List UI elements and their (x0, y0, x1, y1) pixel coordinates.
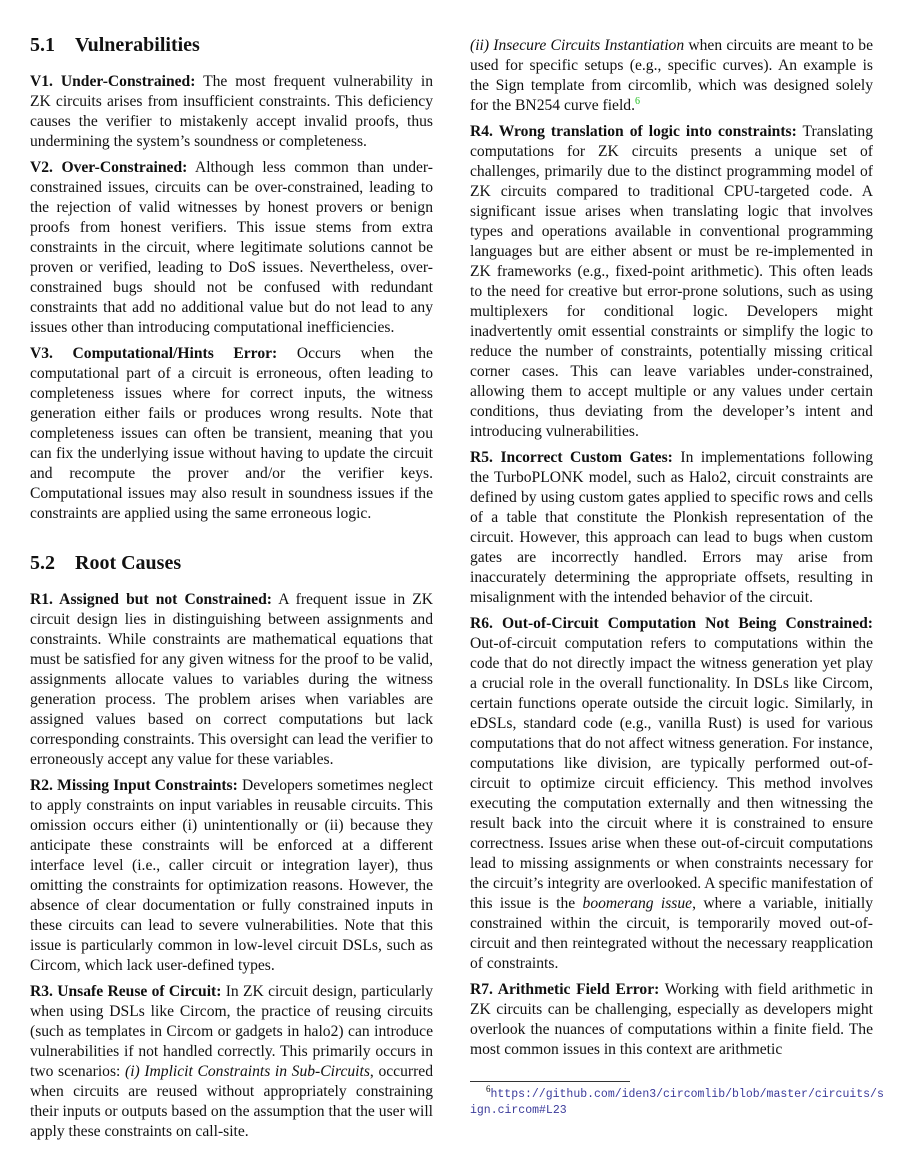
paragraph-r3-part1: R3. Unsafe Reuse of Circuit: In ZK circuit design, particularly when using DSLs like Circom, the practice of reusing circuits (such as templates in Circom or gadgets in halo2) can introduce vulnerabilities if not handled correctly. This primarily occurs in two scenarios: (i) Implicit Constraints in Sub-Circuits, occurred when circuits are reused without appropriately constraining their inputs or outputs based on the assumption that the user will apply these constraints on call-site. (30, 983, 433, 1140)
footnote-mark: 6 (486, 1084, 491, 1094)
term-label: V3. Computational/Hints Error: (30, 345, 278, 362)
term-label: R3. Unsafe Reuse of Circuit: (30, 983, 222, 1000)
paragraph-r4: R4. Wrong translation of logic into constraints: Translating computations for ZK circuits presents a unique set of challenges, primarily due to the distinct programming model of ZK circuits compared to traditional CPU-targeted code. A significant issue arises when translating logic that involves types and operations available in conventional programming languages but are either absent or must be re-implemented in ZK frameworks (e.g., fixed-point arithmetic). This often leads to the need for creative but error-prone solutions, such as using multiplexers for conditional logic. Developers might inadvertently omit essential constraints or simplify the logic to reduce the number of constraints, potentially missing critical corner cases. This can leave variables under-constrained, allowing them to accept multiple or any values under certain conditions, thus deviating from the developer’s intent and introducing vulnerabilities. (470, 123, 873, 440)
term-label: R7. Arithmetic Field Error: (470, 981, 660, 998)
paragraph-v3: V3. Computational/Hints Error: Occurs when the computational part of a circuit is erroneous, often leading to completeness issues where for correct inputs, the witness generation either fails or produces wrong results. Note that completeness issues can often be transient, meaning that you can fix the underlying issue without having to update the circuit and recompute the prover and/or the verifier keys. Computational issues may also result in soundness issues if the constraints are applied using the same erroneous logic. (30, 345, 433, 522)
right-column (470, 36, 873, 1066)
paragraph-r3-part2: (ii) Insecure Circuits Instantiation when circuits are meant to be used for specific setups (e.g., specific curves). An example is the Sign template from circomlib, which was designed solely for the BN254 curve field.$^6$ (470, 37, 873, 114)
footnote-url-link[interactable]: https://github.com/iden3/circomlib/blob/master/circuits/sign.circom#L23 (470, 1088, 884, 1117)
section-heading-root-causes: 5.2 Root Causes (30, 552, 182, 574)
paragraph-v1: V1. Under-Constrained: The most frequent vulnerability in ZK circuits arises from insufficient constraints. This deficiency causes the verifier to mistakenly accept invalid proofs, thus undermining the system’s soundness or completeness. (30, 73, 433, 150)
section-heading-vulnerabilities: 5.1 Vulnerabilities (30, 34, 200, 56)
term-label: R5. Incorrect Custom Gates: (470, 449, 673, 466)
footnote-divider (470, 1081, 630, 1082)
footnote-link[interactable]: 6 (634, 96, 640, 107)
footnote (470, 1084, 890, 1119)
term-label: R1. Assigned but not Constrained: (30, 591, 272, 608)
term-label: R2. Missing Input Constraints: (30, 777, 238, 794)
paragraph-v2: V2. Over-Constrained: Although less common than under-constrained issues, circuits can be over-constrained, leading to the rejection of valid witnesses by honest provers or benign proofs from honest verifiers. This issue stems from extra constraints in the circuit, where legitimate solutions cannot be proven or verified, leading to DoS issues. Nevertheless, over-constrained bugs should not be confused with redundant constraints that add no additional value but do not lead to any issues other than introducing computational inefficiencies. (30, 159, 433, 336)
term-label: V1. Under-Constrained: (30, 73, 196, 90)
paragraph-r7: R7. Arithmetic Field Error: Working with field arithmetic in ZK circuits can be challenging, especially as developers might overlook the nuances of computations within a finite field. The most common issues in this context are arithmetic (470, 981, 874, 1058)
term-label: R4. Wrong translation of logic into constraints: (470, 123, 797, 140)
paragraph-r1: R1. Assigned but not Constrained: A frequent issue in ZK circuit design lies in distinguishing between assignments and constraints. While constraints are mathematical equations that must be satisfied for any given witness for the proof to be valid, assignments allocate values to variables during the witness generation process. The problem arises when variables are assigned values based on correct computations but lack corresponding constraints. This oversight can lead the verifier to erroneously accept any value for these variables. (30, 591, 433, 768)
paragraph-r6: R6. Out-of-Circuit Computation Not Being Constrained: Out-of-circuit computation refers to computations within the code that do not directly impact the witness generation yet play a crucial role in the overall functionality. In DSLs like Circom, certain functions operate outside the circuit logic. Similarly, in eDSLs, standard code (e.g., vanilla Rust) is used for various computations that do not affect witness generation. For instance, computations like division, are typically performed out-of-circuit to optimize circuit efficiency. This method involves executing the computation externally and then witnessing the result back into the circuit where it is constrained to ensure correctness. Issues arise when these out-of-circuit computations lead to missing assignments or when constraints necessary for the circuit’s integrity are overlooked. A specific manifestation of this issue is the boomerang issue, where a variable, initially constrained within the circuit, is temporarily moved out-of-circuit and then reintegrated without the necessary reapplication of constraints. (470, 615, 873, 972)
left-column (30, 28, 433, 1148)
paragraph-r2: R2. Missing Input Constraints: Developers sometimes neglect to apply constraints on input variables in reusable circuits. This omission occurs either (i) unintentionally or (ii) because they anticipate these constraints will be enforced at a different interface level (i.e., caller circuit or integration layer), thus omitting the constraints for optimization reasons. However, the absence of clear documentation or fully constrained inputs in these circuits can lead to severe vulnerabilities. Note that this issue is particularly common in low-level circuit DSLs, such as Circom, which lack user-defined types. (30, 777, 434, 974)
paragraph-r5: R5. Incorrect Custom Gates: In implementations following the TurboPLONK model, such as Halo2, circuit constraints are defined by using custom gates applied to specific rows and cells of a table that constitute the Plonkish representation of the circuit. However, this approach can lead to bugs when custom gates are incorrectly handled. Errors may arise from inaccurately determining the appropriate offsets, resulting in misalignment with the intended behavior of the circuit. (470, 449, 873, 606)
term-label: V2. Over-Constrained: (30, 159, 188, 176)
term-label: R6. Out-of-Circuit Computation Not Being Constrained: (470, 615, 873, 632)
